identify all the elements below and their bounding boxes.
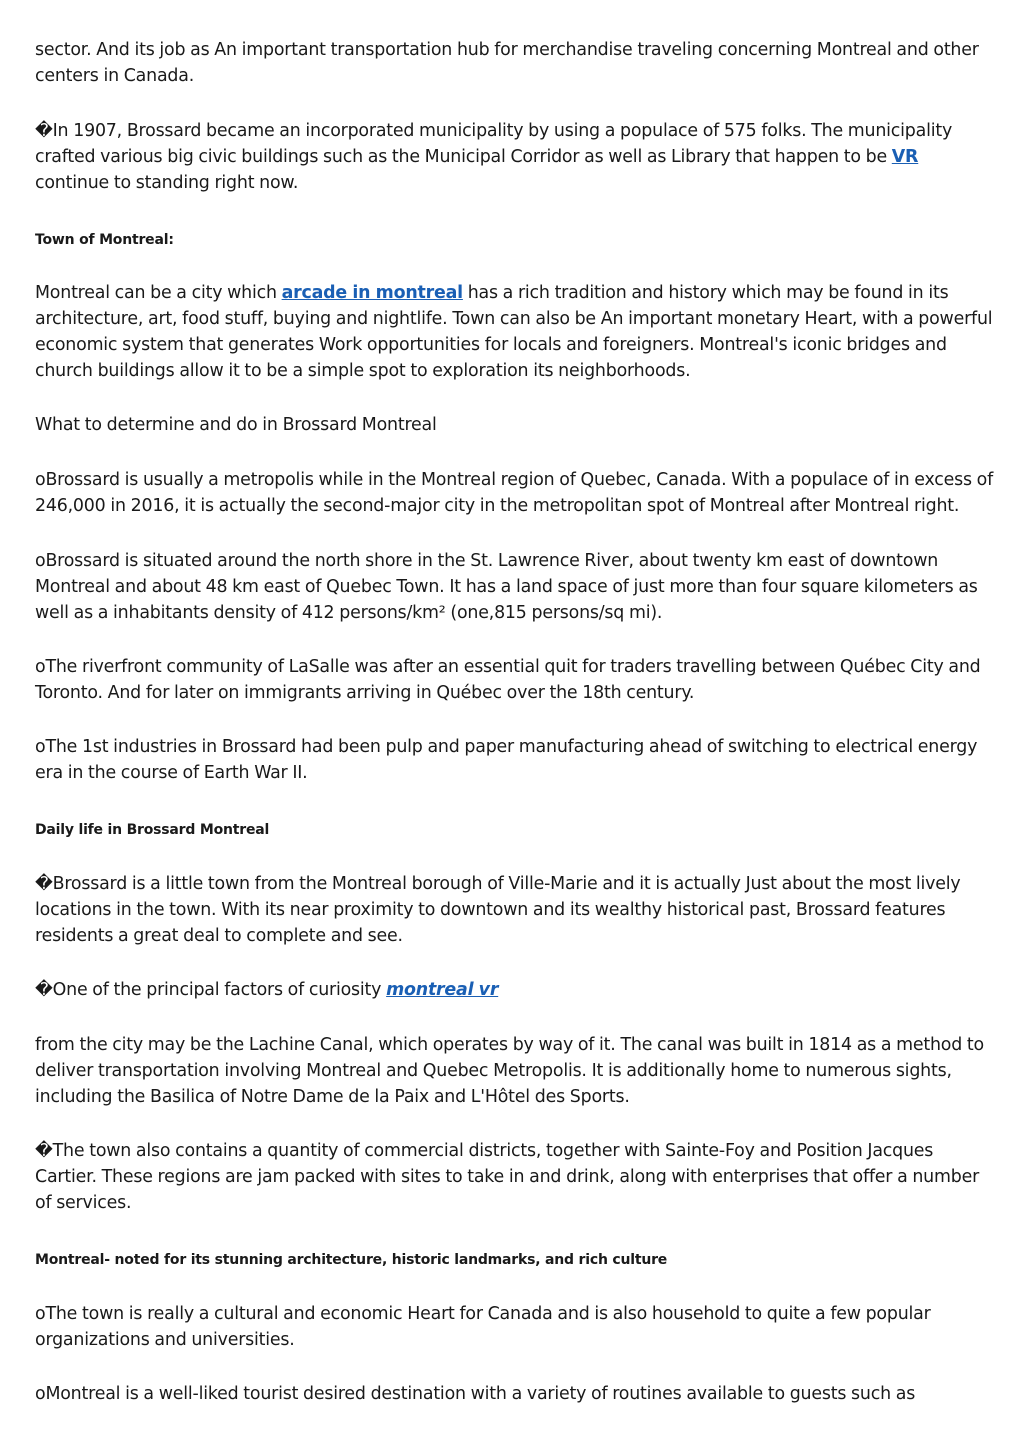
paragraph-brossard-metropolis: oBrossard is usually a metropolis while in the Montreal region of Quebec, Canada. With a populace of in excess of 246,000 in 2016, it is actually the second-major city in the metropolitan spot of Montreal after Montreal right. bbox=[35, 470, 994, 516]
heading-montreal-architecture: Montreal- noted for its stunning architecture, historic landmarks, and rich culture bbox=[35, 1252, 668, 1268]
paragraph-lachine-canal: from the city may be the Lachine Canal, which operates by way of it. The canal was built in 1814 as a method to deliver transportation involving Montreal and Quebec Metropolis. It is additionally home to numerous sights, including the Basilica of Notre Dame de la Paix and L'Hôtel des Sports. bbox=[35, 1035, 984, 1107]
paragraph-north-shore: oBrossard is situated around the north shore in the St. Lawrence River, about twenty km east of downtown Montreal and about 48 km east of Quebec Town. It has a land space of just more than four square kilometers as well as a inhabitants density of 412 persons/km² (one,815 persons/sq mi). bbox=[35, 551, 978, 623]
heading-town-of-montreal: Town of Montreal: bbox=[35, 232, 174, 248]
paragraph-commercial-districts: �The town also contains a quantity of commercial districts, together with Sainte-Foy and Position Jacques Cartier. These regions are jam packed with sites to take in and drink, along with enterprises that offer a number of services. bbox=[35, 1141, 980, 1213]
text-segment: �One of the principal factors of curiosity bbox=[35, 980, 387, 1000]
paragraph-incorporated-1907 bbox=[35, 118, 995, 196]
paragraph-montreal-city bbox=[35, 280, 995, 384]
paragraph-ville-marie: �Brossard is a little town from the Montreal borough of Ville-Marie and it is actually Just about the most lively locations in the town. With its near proximity to downtown and its wealthy historical past, Brossard features residents a great deal to complete and see. bbox=[35, 874, 961, 946]
link-montreal-vr[interactable]: montreal vr bbox=[386, 980, 499, 1000]
text-segment: Montreal can be a city which bbox=[35, 283, 282, 303]
paragraph-curiosity bbox=[35, 977, 995, 1003]
heading-daily-life: Daily life in Brossard Montreal bbox=[35, 822, 270, 838]
paragraph-transport-hub: sector. And its job as An important transportation hub for merchandise traveling concerning Montreal and other centers in Canada. bbox=[35, 40, 979, 86]
paragraph-cultural-heart: oThe town is really a cultural and economic Heart for Canada and is also household to quite a few popular organizations and universities. bbox=[35, 1304, 931, 1350]
paragraph-tourist-destination: oMontreal is a well-liked tourist desired destination with a variety of routines available to guests such as bbox=[35, 1384, 916, 1404]
paragraph-industries: oThe 1st industries in Brossard had been pulp and paper manufacturing ahead of switching to electrical energy era in the course of Earth War II. bbox=[35, 737, 978, 783]
link-vr[interactable]: VR bbox=[891, 147, 919, 167]
text-segment: has a rich tradition and history which may be found in its architecture, art, food stuff, buying and nightlife. Town can also be An important monetary Heart, with a powerful economic system that generates Work opportunities for locals and foreigners. Montreal's iconic bridges and church buildings allow it to be a simple spot to exploration its neighborhoods. bbox=[35, 283, 993, 381]
paragraph-lasalle: oThe riverfront community of LaSalle was after an essential quit for traders travelling between Québec City and Toronto. And for later on immigrants arriving in Québec over the 18th century. bbox=[35, 657, 981, 703]
paragraph-what-to-do: What to determine and do in Brossard Montreal bbox=[35, 415, 437, 435]
link-arcade-in-montreal[interactable]: arcade in montreal bbox=[281, 283, 463, 303]
text-segment: continue to standing right now. bbox=[35, 173, 299, 193]
text-segment: �In 1907, Brossard became an incorporated municipality by using a populace of 575 folks. The municipality crafted various big civic buildings such as the Municipal Corridor as well as Library that happen to be bbox=[35, 121, 953, 167]
